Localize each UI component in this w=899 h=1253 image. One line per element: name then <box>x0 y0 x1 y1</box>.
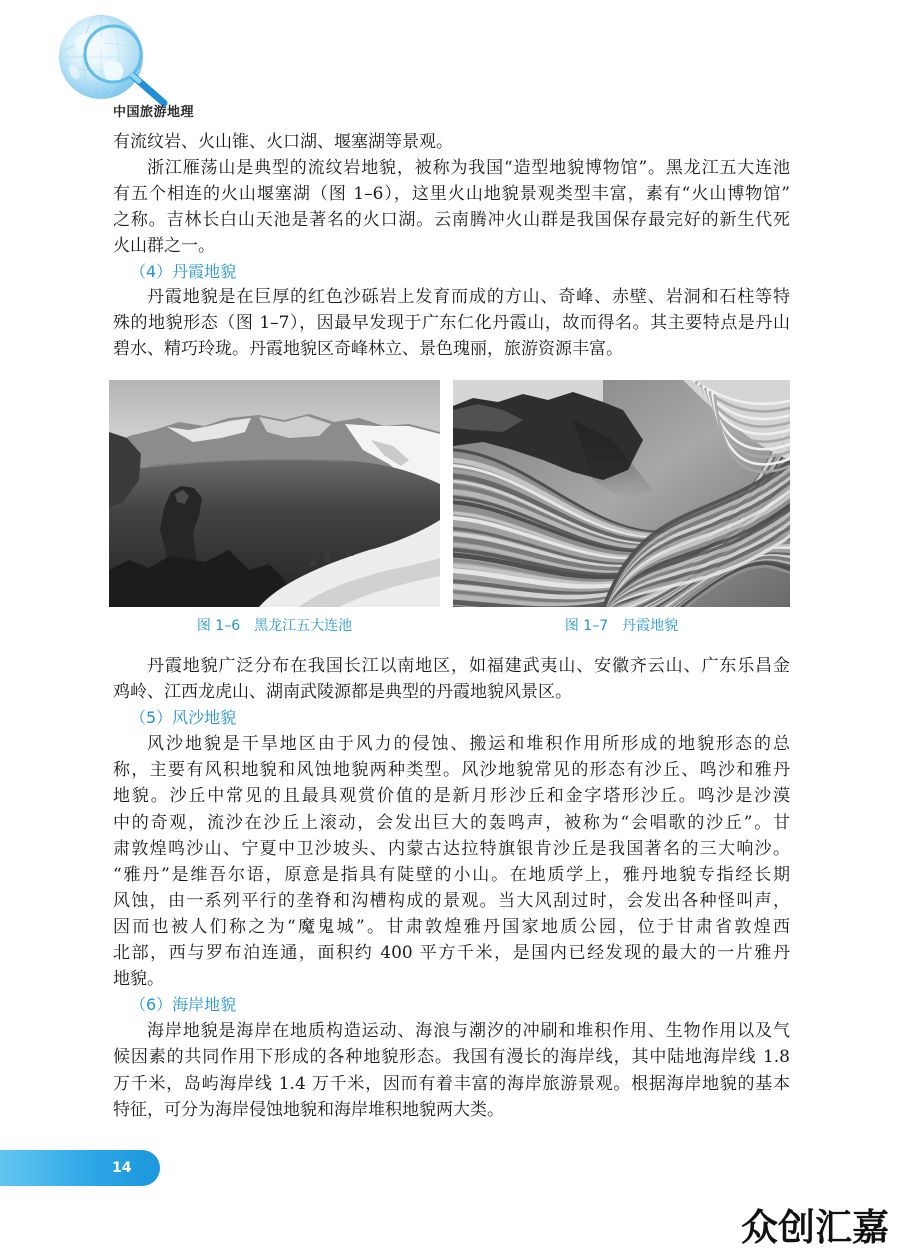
paragraph-line: 风沙地貌是干旱地区由于风力的侵蚀、搬运和堆积作用所形成的地貌形态的总 <box>147 734 790 755</box>
figure-photo-banded-sandstone <box>453 380 790 607</box>
page-number: 14 <box>112 1160 132 1176</box>
paragraph-line: 肃敦煌鸣沙山、宁夏中卫沙坡头、内蒙古达拉特旗银肯沙丘是我国著名的三大响沙。 <box>113 838 790 859</box>
text-section-top <box>113 130 790 363</box>
paragraph-line: 地貌。 <box>113 969 164 990</box>
paragraph-line: 有五个相连的火山堰塞湖（图 1–6），这里火山地貌景观类型丰富，素有“火山博物馆” <box>113 183 790 204</box>
paragraph-line: 海岸地貌是海岸在地质构造运动、海浪与潮汐的冲刷和堆积作用、生物作用以及气 <box>147 1021 790 1042</box>
paragraph-line: 北部，西与罗布泊连通，面积约 400 平方千米，是国内已经发现的最大的一片雅丹 <box>113 943 790 964</box>
paragraph-line: 因而也被人们称之为“魔鬼城”。甘肃敦煌雅丹国家地质公园，位于甘肃省敦煌西 <box>113 916 790 937</box>
page-number-tab <box>0 1150 160 1186</box>
paragraph-line: 碧水、精巧玲珑。丹霞地貌区奇峰林立、景色瑰丽，旅游资源丰富。 <box>113 339 623 360</box>
paragraph-line: 丹霞地貌是在巨厚的红色沙砾岩上发育而成的方山、奇峰、赤壁、岩洞和石柱等特 <box>147 287 790 308</box>
watermark: 众创汇嘉 <box>741 1206 889 1249</box>
paragraph-line: 万千米，岛屿海岸线 1.4 万千米，因而有着丰富的海岸旅游景观。根据海岸地貌的基本 <box>113 1073 790 1094</box>
paragraph-line: 中的奇观，流沙在沙丘上滚动，会发出巨大的轰鸣声，被称为“会唱歌的沙丘”。甘 <box>113 812 790 833</box>
paragraph-line: 之称。吉林长白山天池是著名的火口湖。云南腾冲火山群是我国保存最完好的新生代死 <box>113 209 790 230</box>
figure-number: 图 1–7 <box>564 618 609 634</box>
paragraph-line: 风蚀，由一系列平行的垄脊和沟槽构成的景观。当大风刮过时，会发出各种怪叫声， <box>113 890 790 911</box>
figure-title: 丹霞地貌 <box>622 618 679 634</box>
paragraph-line: 地貌。沙丘中常见的且最具观赏价值的是新月形沙丘和金字塔形沙丘。鸣沙是沙漠 <box>113 786 790 807</box>
figure-photo-crater-lake <box>109 380 440 607</box>
paragraph-line: 特征，可分为海岸侵蚀地貌和海岸堆积地貌两大类。 <box>113 1099 504 1120</box>
book-title: 中国旅游地理 <box>113 105 195 120</box>
section-heading-danxia: （4）丹霞地貌 <box>130 262 237 282</box>
paragraph-line: 候因素的共同作用下形成的各种地貌形态。我国有漫长的海岸线，其中陆地海岸线 1.8 <box>113 1047 790 1068</box>
paragraph-line: 鸡岭、江西龙虎山、湖南武陵源都是典型的丹霞地貌风景区。 <box>113 682 572 703</box>
paragraph-line: 称，主要有风积地貌和风蚀地貌两种类型。风沙地貌常见的形态有沙丘、鸣沙和雅丹 <box>113 760 790 781</box>
paragraph-line: 有流纹岩、火山锥、火口湖、堰塞湖等景观。 <box>113 132 453 152</box>
paragraph-line: “雅丹”是维吾尔语，原意是指具有陡壁的小山。在地质学上，雅丹地貌专指经长期 <box>113 864 790 885</box>
paragraph-line: 丹霞地貌广泛分布在我国长江以南地区，如福建武夷山、安徽齐云山、广东乐昌金 <box>147 656 790 676</box>
section-heading-coastal: （6）海岸地貌 <box>130 995 237 1015</box>
globe-magnifier-icon <box>55 10 170 110</box>
paragraph-line: 浙江雁荡山是典型的流纹岩地貌，被称为我国“造型地貌博物馆”。黑龙江五大连池 <box>147 157 790 178</box>
figure-number: 图 1–6 <box>196 618 241 634</box>
paragraph-line: 殊的地貌形态（图 1–7），因最早发现于广东仁化丹霞山，故而得名。其主要特点是丹山 <box>113 313 790 334</box>
section-heading-aeolian: （5）风沙地貌 <box>130 708 237 728</box>
paragraph-line: 火山群之一。 <box>113 235 215 256</box>
figure-caption-1-6 <box>109 616 440 636</box>
figure-title: 黑龙江五大连池 <box>254 618 353 634</box>
figure-caption-1-7 <box>453 616 790 636</box>
text-section-bottom <box>113 653 790 1123</box>
